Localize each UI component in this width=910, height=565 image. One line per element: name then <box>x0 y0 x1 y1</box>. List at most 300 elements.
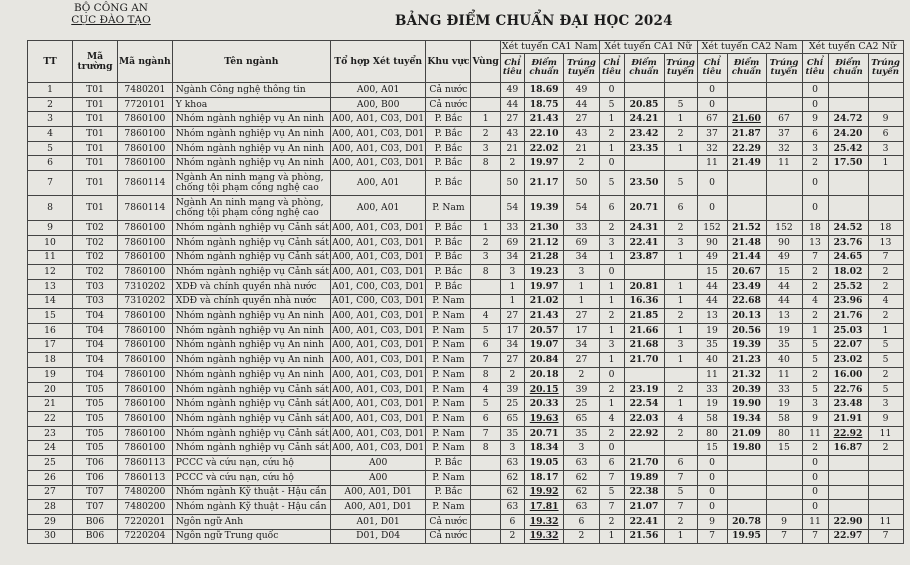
cell-khu-vuc: P. Bắc <box>426 235 471 250</box>
cell-chi-tieu: 6 <box>599 456 624 471</box>
cell-ten-nganh: Nhóm ngành nghiệp vụ An ninh <box>172 156 330 171</box>
cell-diem-chuan: 16.87 <box>828 441 868 456</box>
table-row <box>28 235 904 250</box>
cell-tt: 23 <box>28 426 73 441</box>
cell-chi-tieu: 7 <box>599 470 624 485</box>
cell-tt: 6 <box>28 156 73 171</box>
cell-chi-tieu: 5 <box>599 171 624 196</box>
cell-ma-nganh: 7860100 <box>118 368 173 383</box>
cell-diem-chuan: 21.28 <box>524 250 563 265</box>
cell-tt: 26 <box>28 470 73 485</box>
cell-trung-tuyen: 80 <box>766 426 802 441</box>
cell-ma-nganh: 7310202 <box>118 294 173 309</box>
cell-khu-vuc: Cả nước <box>426 529 471 544</box>
cell-diem-chuan: 22.90 <box>828 514 868 529</box>
cell-ma-truong: T01 <box>73 141 118 156</box>
cell-diem-chuan: 24.65 <box>828 250 868 265</box>
cell-ma-nganh: 7310202 <box>118 279 173 294</box>
cell-diem-chuan: 23.19 <box>624 382 664 397</box>
cell-diem-chuan <box>727 196 766 221</box>
cell-diem-chuan: 22.03 <box>624 412 664 427</box>
cell-vung: 8 <box>471 368 500 383</box>
cell-trung-tuyen: 11 <box>868 426 903 441</box>
cell-trung-tuyen: 69 <box>564 235 599 250</box>
cell-diem-chuan: 19.95 <box>727 529 766 544</box>
cell-chi-tieu: 1 <box>500 294 524 309</box>
table-row <box>28 171 904 196</box>
cell-trung-tuyen: 5 <box>868 338 903 353</box>
cell-chi-tieu: 1 <box>599 294 624 309</box>
cell-chi-tieu: 4 <box>802 294 828 309</box>
cell-chi-tieu: 7 <box>697 529 727 544</box>
table-row <box>28 196 904 221</box>
group-header: Xét tuyển CA1 Nữ <box>599 41 697 54</box>
cell-ma-nganh: 7480200 <box>118 485 173 500</box>
cell-vung <box>471 470 500 485</box>
cell-vung <box>471 196 500 221</box>
cell-trung-tuyen <box>766 500 802 515</box>
table-body <box>28 83 904 544</box>
cell-to-hop: A00, A01, C03, D01 <box>330 127 425 142</box>
cell-diem-chuan: 22.76 <box>828 382 868 397</box>
cell-trung-tuyen: 19 <box>766 397 802 412</box>
cell-ma-truong: T01 <box>73 83 118 98</box>
cell-tt: 13 <box>28 279 73 294</box>
cell-ten-nganh: Nhóm ngành nghiệp vụ Cảnh sát <box>172 235 330 250</box>
cell-diem-chuan: 22.38 <box>624 485 664 500</box>
cell-khu-vuc: P. Nam <box>426 323 471 338</box>
score-table <box>27 40 904 544</box>
cell-trung-tuyen <box>664 156 697 171</box>
cell-chi-tieu: 54 <box>500 196 524 221</box>
cell-diem-chuan: 24.31 <box>624 221 664 236</box>
cell-diem-chuan: 25.52 <box>828 279 868 294</box>
cell-trung-tuyen: 1 <box>664 323 697 338</box>
cell-ten-nganh: Ngành An ninh mạng và phòng, chống tội phạm công nghệ cao <box>172 196 330 221</box>
cell-trung-tuyen: 9 <box>868 112 903 127</box>
cell-diem-chuan: 24.20 <box>828 127 868 142</box>
cell-tt: 7 <box>28 171 73 196</box>
table-row <box>28 426 904 441</box>
cell-trung-tuyen: 11 <box>766 368 802 383</box>
table-row <box>28 265 904 280</box>
table-row <box>28 338 904 353</box>
subheader-diem-chuan: Điểm chuẩn <box>828 54 868 83</box>
cell-to-hop: A00, A01, C03, D01 <box>330 353 425 368</box>
cell-trung-tuyen <box>766 97 802 112</box>
cell-chi-tieu: 0 <box>697 83 727 98</box>
cell-trung-tuyen: 3 <box>664 235 697 250</box>
cell-tt: 19 <box>28 368 73 383</box>
cell-chi-tieu: 2 <box>500 156 524 171</box>
cell-trung-tuyen: 1 <box>564 294 599 309</box>
cell-chi-tieu: 7 <box>802 529 828 544</box>
cell-diem-chuan <box>828 83 868 98</box>
cell-trung-tuyen: 2 <box>868 368 903 383</box>
cell-chi-tieu: 6 <box>500 514 524 529</box>
subheader-chi-tieu: Chỉ tiêu <box>697 54 727 83</box>
cell-chi-tieu: 2 <box>802 309 828 324</box>
cell-ma-truong: T05 <box>73 426 118 441</box>
cell-trung-tuyen <box>766 485 802 500</box>
cell-khu-vuc: P. Bắc <box>426 141 471 156</box>
cell-ma-nganh: 7220201 <box>118 514 173 529</box>
cell-trung-tuyen: 3 <box>868 141 903 156</box>
page-title: BẢNG ĐIỂM CHUẨN ĐẠI HỌC 2024 <box>395 13 673 29</box>
cell-tt: 8 <box>28 196 73 221</box>
cell-chi-tieu: 35 <box>697 338 727 353</box>
cell-khu-vuc: P. Nam <box>426 426 471 441</box>
cell-vung: 8 <box>471 441 500 456</box>
cell-tt: 4 <box>28 127 73 142</box>
cell-khu-vuc: P. Bắc <box>426 250 471 265</box>
table-header <box>28 41 904 83</box>
cell-trung-tuyen: 1 <box>868 323 903 338</box>
cell-ten-nganh: Ngành An ninh mạng và phòng, chống tội phạm công nghệ cao <box>172 171 330 196</box>
table-row <box>28 83 904 98</box>
cell-chi-tieu: 65 <box>500 412 524 427</box>
cell-trung-tuyen: 5 <box>664 97 697 112</box>
cell-ten-nganh: PCCC và cứu nạn, cứu hộ <box>172 470 330 485</box>
cell-vung <box>471 485 500 500</box>
ministry-name: BỘ CÔNG AN <box>74 2 148 14</box>
cell-diem-chuan <box>727 97 766 112</box>
cell-trung-tuyen: 6 <box>564 514 599 529</box>
cell-chi-tieu: 43 <box>500 127 524 142</box>
cell-khu-vuc: P. Nam <box>426 412 471 427</box>
cell-diem-chuan: 20.85 <box>624 97 664 112</box>
cell-ten-nganh: Nhóm ngành nghiệp vụ Cảnh sát <box>172 397 330 412</box>
cell-trung-tuyen: 15 <box>766 441 802 456</box>
cell-ten-nganh: Ngôn ngữ Anh <box>172 514 330 529</box>
cell-chi-tieu: 50 <box>500 171 524 196</box>
cell-ten-nganh: Nhóm ngành nghiệp vụ Cảnh sát <box>172 426 330 441</box>
cell-diem-chuan: 21.43 <box>524 112 563 127</box>
cell-trung-tuyen <box>766 470 802 485</box>
cell-khu-vuc: P. Bắc <box>426 456 471 471</box>
cell-ma-nganh: 7860100 <box>118 309 173 324</box>
cell-trung-tuyen: 90 <box>766 235 802 250</box>
cell-chi-tieu: 11 <box>697 368 727 383</box>
cell-chi-tieu: 13 <box>697 309 727 324</box>
cell-trung-tuyen <box>766 456 802 471</box>
cell-trung-tuyen: 3 <box>664 338 697 353</box>
header-khu-vuc: Khu vực <box>426 41 471 83</box>
cell-ma-truong: T06 <box>73 470 118 485</box>
cell-chi-tieu: 0 <box>802 485 828 500</box>
cell-ma-truong: T05 <box>73 441 118 456</box>
cell-trung-tuyen: 62 <box>564 485 599 500</box>
table-row <box>28 382 904 397</box>
cell-ma-truong: T04 <box>73 309 118 324</box>
subheader-diem-chuan: Điểm chuẩn <box>524 54 563 83</box>
cell-diem-chuan <box>828 196 868 221</box>
cell-chi-tieu: 19 <box>697 397 727 412</box>
cell-chi-tieu: 80 <box>697 426 727 441</box>
cell-ma-nganh: 7860100 <box>118 141 173 156</box>
cell-trung-tuyen: 2 <box>868 265 903 280</box>
cell-to-hop: A01, C00, C03, D01 <box>330 279 425 294</box>
header-ma-truong: Mã trường <box>73 41 118 83</box>
cell-chi-tieu: 2 <box>599 514 624 529</box>
cell-trung-tuyen <box>868 171 903 196</box>
cell-trung-tuyen: 32 <box>766 141 802 156</box>
cell-diem-chuan: 19.97 <box>524 279 563 294</box>
cell-chi-tieu: 2 <box>802 368 828 383</box>
cell-diem-chuan: 23.87 <box>624 250 664 265</box>
cell-chi-tieu: 7 <box>802 250 828 265</box>
cell-trung-tuyen: 7 <box>868 250 903 265</box>
cell-tt: 9 <box>28 221 73 236</box>
cell-chi-tieu: 3 <box>802 141 828 156</box>
table-row <box>28 368 904 383</box>
cell-diem-chuan: 19.32 <box>524 514 563 529</box>
cell-vung: 8 <box>471 265 500 280</box>
cell-khu-vuc: P. Nam <box>426 382 471 397</box>
cell-chi-tieu: 0 <box>697 97 727 112</box>
cell-trung-tuyen: 2 <box>564 156 599 171</box>
cell-trung-tuyen: 2 <box>868 279 903 294</box>
cell-ma-truong: T04 <box>73 338 118 353</box>
cell-trung-tuyen: 62 <box>564 470 599 485</box>
cell-trung-tuyen: 1 <box>664 353 697 368</box>
cell-trung-tuyen <box>664 441 697 456</box>
cell-trung-tuyen: 33 <box>564 221 599 236</box>
group-header: Xét tuyển CA2 Nữ <box>802 41 903 54</box>
cell-diem-chuan <box>727 171 766 196</box>
cell-chi-tieu: 21 <box>500 141 524 156</box>
cell-trung-tuyen: 13 <box>766 309 802 324</box>
cell-to-hop: A00, A01 <box>330 83 425 98</box>
cell-chi-tieu: 0 <box>802 456 828 471</box>
cell-tt: 2 <box>28 97 73 112</box>
cell-trung-tuyen: 49 <box>766 250 802 265</box>
cell-ma-truong: T07 <box>73 500 118 515</box>
cell-ten-nganh: Nhóm ngành nghiệp vụ Cảnh sát <box>172 441 330 456</box>
subheader-chi-tieu: Chỉ tiêu <box>500 54 524 83</box>
cell-ma-nganh: 7860100 <box>118 397 173 412</box>
cell-diem-chuan: 21.23 <box>727 353 766 368</box>
cell-ten-nganh: Nhóm ngành nghiệp vụ Cảnh sát <box>172 221 330 236</box>
cell-trung-tuyen: 1 <box>868 156 903 171</box>
cell-tt: 20 <box>28 382 73 397</box>
cell-diem-chuan: 24.21 <box>624 112 664 127</box>
cell-diem-chuan: 17.50 <box>828 156 868 171</box>
cell-ma-nganh: 7720101 <box>118 97 173 112</box>
table-row <box>28 156 904 171</box>
cell-diem-chuan: 23.49 <box>727 279 766 294</box>
cell-chi-tieu: 9 <box>802 412 828 427</box>
cell-ma-truong: T01 <box>73 156 118 171</box>
cell-trung-tuyen <box>766 83 802 98</box>
cell-ma-truong: T02 <box>73 250 118 265</box>
cell-ma-nganh: 7480201 <box>118 83 173 98</box>
cell-ma-nganh: 7860100 <box>118 112 173 127</box>
cell-ma-truong: T05 <box>73 397 118 412</box>
cell-chi-tieu: 62 <box>500 485 524 500</box>
cell-trung-tuyen: 37 <box>766 127 802 142</box>
cell-chi-tieu: 0 <box>697 171 727 196</box>
cell-ma-nganh: 7480200 <box>118 500 173 515</box>
cell-diem-chuan: 23.02 <box>828 353 868 368</box>
cell-trung-tuyen: 27 <box>564 112 599 127</box>
cell-trung-tuyen <box>664 265 697 280</box>
cell-ma-truong: T04 <box>73 368 118 383</box>
cell-chi-tieu: 62 <box>500 470 524 485</box>
table-row <box>28 309 904 324</box>
cell-tt: 12 <box>28 265 73 280</box>
cell-ma-truong: T03 <box>73 294 118 309</box>
cell-vung: 8 <box>471 156 500 171</box>
cell-khu-vuc: Cả nước <box>426 83 471 98</box>
cell-diem-chuan: 21.70 <box>624 456 664 471</box>
cell-to-hop: A00 <box>330 470 425 485</box>
cell-ma-truong: T02 <box>73 265 118 280</box>
cell-ma-truong: T02 <box>73 221 118 236</box>
cell-ten-nganh: Nhóm ngành nghiệp vụ Cảnh sát <box>172 412 330 427</box>
cell-chi-tieu: 0 <box>599 265 624 280</box>
cell-diem-chuan: 20.13 <box>727 309 766 324</box>
cell-chi-tieu: 2 <box>599 426 624 441</box>
cell-vung <box>471 83 500 98</box>
cell-chi-tieu: 90 <box>697 235 727 250</box>
cell-diem-chuan: 20.67 <box>727 265 766 280</box>
cell-diem-chuan: 16.00 <box>828 368 868 383</box>
cell-trung-tuyen: 33 <box>766 382 802 397</box>
cell-ten-nganh: Nhóm ngành nghiệp vụ Cảnh sát <box>172 382 330 397</box>
cell-vung <box>471 529 500 544</box>
cell-trung-tuyen: 65 <box>564 412 599 427</box>
cell-tt: 17 <box>28 338 73 353</box>
cell-chi-tieu: 33 <box>697 382 727 397</box>
cell-tt: 18 <box>28 353 73 368</box>
cell-trung-tuyen: 7 <box>664 470 697 485</box>
cell-trung-tuyen: 19 <box>766 323 802 338</box>
cell-chi-tieu: 44 <box>697 279 727 294</box>
cell-vung <box>471 294 500 309</box>
cell-chi-tieu: 4 <box>599 412 624 427</box>
cell-trung-tuyen: 1 <box>664 529 697 544</box>
cell-chi-tieu: 0 <box>802 500 828 515</box>
cell-trung-tuyen: 5 <box>664 171 697 196</box>
cell-ma-truong: B06 <box>73 529 118 544</box>
cell-tt: 14 <box>28 294 73 309</box>
cell-chi-tieu: 1 <box>599 250 624 265</box>
cell-diem-chuan <box>624 368 664 383</box>
cell-to-hop: A01, C00, C03, D01 <box>330 294 425 309</box>
cell-khu-vuc: P. Nam <box>426 397 471 412</box>
table-row <box>28 485 904 500</box>
cell-chi-tieu: 5 <box>802 338 828 353</box>
cell-ma-nganh: 7860100 <box>118 338 173 353</box>
cell-trung-tuyen: 25 <box>564 397 599 412</box>
cell-trung-tuyen: 43 <box>564 127 599 142</box>
cell-ten-nganh: Ngành Công nghệ thông tin <box>172 83 330 98</box>
cell-diem-chuan: 22.92 <box>828 426 868 441</box>
cell-diem-chuan: 23.76 <box>828 235 868 250</box>
cell-diem-chuan: 19.39 <box>727 338 766 353</box>
cell-ma-nganh: 7860113 <box>118 470 173 485</box>
cell-chi-tieu: 0 <box>802 83 828 98</box>
subheader-trung-tuyen: Trúng tuyển <box>564 54 599 83</box>
cell-chi-tieu: 7 <box>599 500 624 515</box>
cell-diem-chuan: 22.07 <box>828 338 868 353</box>
cell-chi-tieu: 49 <box>500 83 524 98</box>
cell-trung-tuyen: 2 <box>664 426 697 441</box>
table-row <box>28 221 904 236</box>
cell-tt: 30 <box>28 529 73 544</box>
cell-diem-chuan: 19.07 <box>524 338 563 353</box>
cell-khu-vuc: P. Bắc <box>426 265 471 280</box>
cell-trung-tuyen: 3 <box>564 441 599 456</box>
cell-diem-chuan: 21.56 <box>624 529 664 544</box>
cell-diem-chuan: 19.90 <box>727 397 766 412</box>
cell-trung-tuyen: 67 <box>766 112 802 127</box>
cell-chi-tieu: 0 <box>697 485 727 500</box>
cell-chi-tieu: 0 <box>599 368 624 383</box>
cell-trung-tuyen <box>664 83 697 98</box>
cell-diem-chuan: 22.10 <box>524 127 563 142</box>
cell-chi-tieu: 2 <box>599 221 624 236</box>
cell-diem-chuan <box>727 500 766 515</box>
cell-trung-tuyen <box>868 470 903 485</box>
cell-trung-tuyen: 39 <box>564 382 599 397</box>
cell-chi-tieu: 2 <box>802 156 828 171</box>
cell-to-hop: A00, A01, C03, D01 <box>330 250 425 265</box>
cell-ma-truong: T06 <box>73 456 118 471</box>
cell-diem-chuan <box>624 441 664 456</box>
cell-ma-nganh: 7860100 <box>118 323 173 338</box>
cell-khu-vuc: Cả nước <box>426 97 471 112</box>
cell-trung-tuyen: 13 <box>868 235 903 250</box>
cell-ma-truong: T01 <box>73 112 118 127</box>
cell-diem-chuan: 25.03 <box>828 323 868 338</box>
cell-chi-tieu: 2 <box>500 368 524 383</box>
cell-vung: 3 <box>471 141 500 156</box>
cell-khu-vuc: P. Nam <box>426 368 471 383</box>
cell-diem-chuan <box>624 265 664 280</box>
cell-ma-nganh: 7860100 <box>118 265 173 280</box>
cell-chi-tieu: 44 <box>697 294 727 309</box>
cell-trung-tuyen: 63 <box>564 500 599 515</box>
subheader-trung-tuyen: Trúng tuyển <box>766 54 802 83</box>
cell-trung-tuyen <box>868 500 903 515</box>
cell-diem-chuan: 22.29 <box>727 141 766 156</box>
cell-chi-tieu: 1 <box>599 397 624 412</box>
cell-diem-chuan: 21.66 <box>624 323 664 338</box>
cell-trung-tuyen: 1 <box>664 141 697 156</box>
group-header: Xét tuyển CA1 Nam <box>501 41 598 52</box>
cell-ma-nganh: 7860100 <box>118 250 173 265</box>
cell-diem-chuan: 21.49 <box>727 156 766 171</box>
cell-ma-truong: T01 <box>73 97 118 112</box>
table-row <box>28 441 904 456</box>
cell-trung-tuyen: 2 <box>664 221 697 236</box>
cell-trung-tuyen: 17 <box>564 323 599 338</box>
cell-ma-truong: T03 <box>73 279 118 294</box>
cell-ten-nganh: Nhóm ngành nghiệp vụ An ninh <box>172 338 330 353</box>
cell-trung-tuyen <box>868 456 903 471</box>
table-row <box>28 500 904 515</box>
cell-to-hop: A00, A01, C03, D01 <box>330 221 425 236</box>
cell-diem-chuan: 20.57 <box>524 323 563 338</box>
cell-chi-tieu: 1 <box>599 353 624 368</box>
cell-trung-tuyen: 63 <box>564 456 599 471</box>
cell-trung-tuyen: 6 <box>664 196 697 221</box>
cell-chi-tieu: 18 <box>802 221 828 236</box>
cell-chi-tieu: 0 <box>697 470 727 485</box>
cell-diem-chuan: 20.39 <box>727 382 766 397</box>
